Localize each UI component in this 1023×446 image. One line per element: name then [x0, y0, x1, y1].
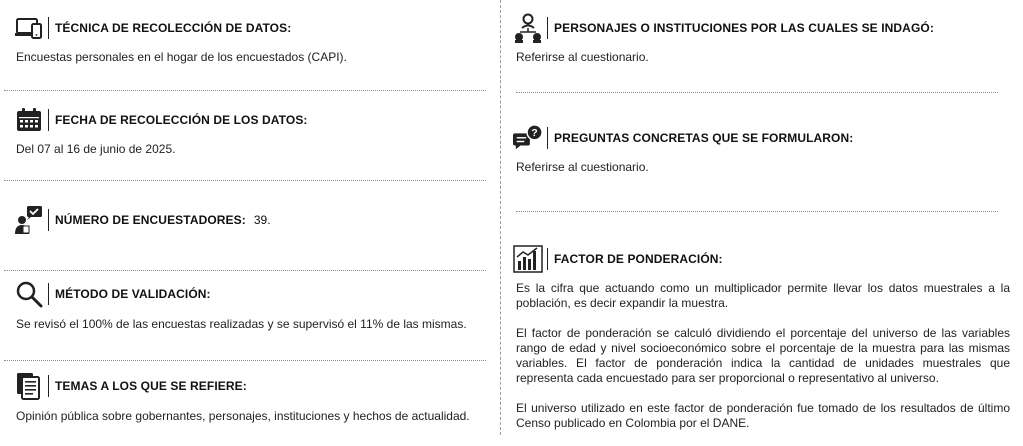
svg-text:?: ? [531, 128, 538, 140]
separator [4, 270, 486, 271]
section-temas [14, 372, 494, 424]
paragraph: El universo utilizado en este factor de ponderación fue tomado de los resultados de último Censo publicado en Colombia por el DANE. [516, 401, 1010, 430]
section-title: FECHA DE RECOLECCIÓN DE LOS DATOS: [55, 113, 308, 127]
section-header [14, 106, 494, 134]
header-divider [48, 17, 49, 39]
section-title: NÚMERO DE ENCUESTADORES: [55, 213, 246, 227]
section-title: PREGUNTAS CONCRETAS QUE SE FORMULARON: [554, 131, 854, 145]
separator [4, 180, 486, 181]
section-validacion [14, 280, 494, 332]
surveyor-icon [14, 206, 44, 234]
column-divider [500, 0, 501, 435]
section-header [14, 206, 494, 234]
section-factor [513, 245, 1010, 446]
section-fecha [14, 106, 494, 157]
section-title: MÉTODO DE VALIDACIÓN: [55, 287, 211, 301]
section-header [14, 14, 494, 42]
section-text: Se revisó el 100% de las encuestas realizadas y se supervisó el 11% de las mismas. [16, 317, 467, 331]
question-chat-icon [513, 124, 543, 152]
header-divider [547, 248, 548, 270]
section-header [14, 372, 494, 400]
section-text: Referirse al cuestionario. [516, 50, 649, 64]
section-text: Encuestas personales en el hogar de los encuestados (CAPI). [16, 50, 347, 64]
people-network-icon [513, 14, 543, 42]
section-title: PERSONAJES O INSTITUCIONES POR LAS CUALES SE INDAGÓ: [554, 21, 934, 35]
section-header [513, 14, 1011, 42]
separator [4, 90, 486, 91]
header-divider [48, 109, 49, 131]
section-header [14, 280, 494, 308]
section-title: TEMAS A LOS QUE SE REFIERE: [55, 379, 247, 393]
section-tecnica [14, 14, 494, 65]
surveyor-count: 39. [253, 213, 271, 227]
separator [4, 360, 486, 361]
section-header [513, 245, 1010, 273]
magnifier-icon [14, 280, 44, 308]
paragraph: Es la cifra que actuando como un multiplicador permite llevar los datos muestrales a la población, es decir expandir la muestra. [516, 281, 1010, 310]
section-personajes [513, 14, 1011, 65]
documents-icon [14, 372, 44, 400]
calendar-icon [14, 106, 44, 134]
section-header [513, 124, 1011, 152]
section-text: Referirse al cuestionario. [516, 160, 649, 174]
section-text: Del 07 al 16 de junio de 2025. [16, 142, 176, 156]
section-text: Opinión pública sobre gobernantes, personajes, instituciones y hechos de actualidad. [16, 409, 470, 423]
header-divider [48, 375, 49, 397]
section-title: FACTOR DE PONDERACIÓN: [554, 252, 723, 266]
header-divider [48, 283, 49, 305]
header-divider [547, 17, 548, 39]
bar-chart-icon [513, 245, 543, 273]
section-preguntas [513, 124, 1011, 175]
separator [516, 211, 998, 212]
paragraph: El factor de ponderación se calculó dividiendo el porcentaje del universo de las variables rango de edad y nivel socioeconómico sobre el porcentaje de la muestra para las mismas variables. El factor de ponderación indica la cantidad de unidades muestrales que representa cada encuestado para ser proporcional o representativo al universo. [516, 326, 1010, 385]
header-divider [547, 127, 548, 149]
separator [516, 92, 998, 93]
section-title: TÉCNICA DE RECOLECCIÓN DE DATOS: [55, 21, 292, 35]
section-encuestadores [14, 206, 494, 234]
header-divider [48, 209, 49, 231]
devices-icon [14, 14, 44, 42]
section-paragraphs [516, 281, 1010, 431]
